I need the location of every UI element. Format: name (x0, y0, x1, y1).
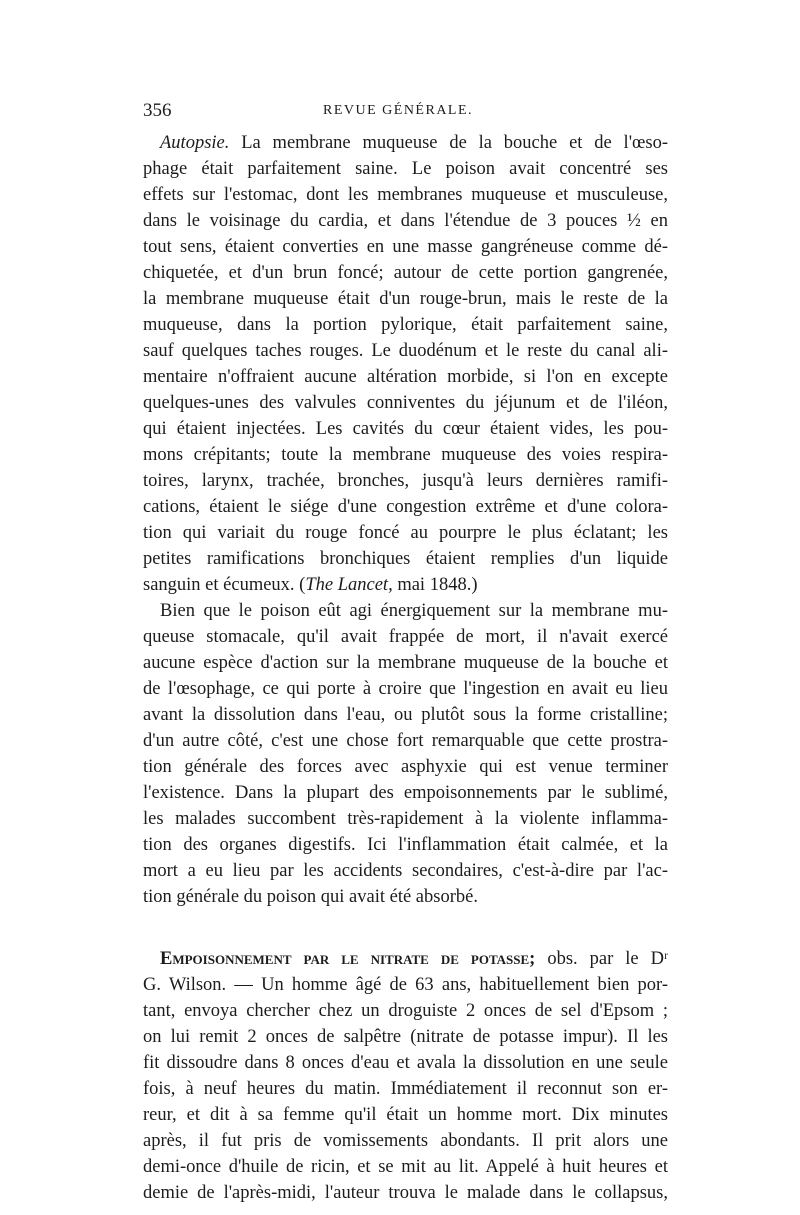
citation-title: The Lancet, (305, 575, 393, 595)
page-header (143, 100, 668, 126)
text-line: avant la dissolution dans l'eau, ou plutôt sous la forme cristalline; (143, 705, 668, 725)
text-line (160, 946, 668, 972)
text-line: la membrane muqueuse était d'un rouge-brun, mais le reste de la (143, 289, 668, 309)
text-line: mons crépitants; toute la membrane muqueuse des voies respira- (143, 445, 668, 465)
text-line: demi-once d'huile de ricin, et se mit au lit. Appelé à huit heures et (143, 1157, 668, 1177)
text-line: fit dissoudre dans 8 onces d'eau et avala la dissolution en une seule (143, 1053, 668, 1073)
text-line: qui étaient injectées. Les cavités du cœur étaient vides, les pou- (143, 419, 668, 439)
text-line: l'existence. Dans la plupart des empoisonnements par le sublimé, (143, 783, 668, 803)
line-text: sanguin et écumeux. ( (143, 575, 306, 595)
text-line: dans le voisinage du cardia, et dans l'étendue de 3 pouces ½ en (143, 211, 668, 231)
text-line: mentaire n'offraient aucune altération morbide, si l'on en excepte (143, 367, 668, 387)
line-text: obs. par le Dʳ (535, 949, 668, 969)
text-line: tion qui variait du rouge foncé au pourpre le plus éclatant; les (143, 523, 668, 543)
text-line: tout sens, étaient converties en une masse gangréneuse comme dé- (143, 237, 668, 257)
text-line: queuse stomacale, qu'il avait frappée de mort, il n'avait exercé (143, 627, 668, 647)
text-line: demie de l'après-midi, l'auteur trouva le malade dans le collapsus, (143, 1183, 668, 1203)
text-line: muqueuse, dans la portion pylorique, était parfaitement saine, (143, 315, 668, 335)
text-line: toires, larynx, trachée, bronches, jusqu'à leurs dernières ramifi- (143, 471, 668, 491)
text-line: fois, à neuf heures du matin. Immédiatement il reconnut son er- (143, 1079, 668, 1099)
text-line: tion générale des forces avec asphyxie qui est venue terminer (143, 757, 668, 777)
text-line: on lui remit 2 onces de salpêtre (nitrate de potasse impur). Il les (143, 1027, 668, 1047)
text-line: cations, étaient le siége d'une congestion extrême et d'une colora- (143, 497, 668, 517)
text-line: mort a eu lieu par les accidents secondaires, c'est-à-dire par l'ac- (143, 861, 668, 881)
text-line: reur, et dit à sa femme qu'il était un homme mort. Dix minutes (143, 1105, 668, 1125)
page-number: 356 (143, 100, 172, 121)
text-line: après, il fut pris de vomissements abondants. Il prit alors une (143, 1131, 668, 1151)
text-line: quelques-unes des valvules conniventes du jéjunum et de l'iléon, (143, 393, 668, 413)
text-line: sauf quelques taches rouges. Le duodénum et le reste du canal ali- (143, 341, 668, 361)
text-line: Bien que le poison eût agi énergiquement sur la membrane mu- (160, 601, 668, 621)
text-line (143, 572, 668, 598)
text-line: effets sur l'estomac, dont les membranes muqueuse et musculeuse, (143, 185, 668, 205)
section-label: Autopsie. (160, 133, 230, 153)
text-line: G. Wilson. — Un homme âgé de 63 ans, habituellement bien por- (143, 975, 668, 995)
text-line: phage était parfaitement saine. Le poison avait concentré ses (143, 159, 668, 179)
text-line (160, 130, 668, 156)
line-text: mai 1848.) (392, 575, 478, 595)
text-line: chiquetée, et d'un brun foncé; autour de cette portion gangrenée, (143, 263, 668, 283)
text-line: d'un autre côté, c'est une chose fort remarquable que cette prostra- (143, 731, 668, 751)
text-line: de l'œsophage, ce qui porte à croire que l'ingestion en avait eu lieu (143, 679, 668, 699)
running-title: REVUE GÉNÉRALE. (323, 103, 474, 118)
text-line: petites ramifications bronchiques étaient remplies d'un liquide (143, 549, 668, 569)
section-heading: Empoisonnement par le nitrate de potasse; (160, 949, 536, 969)
text-line: tion des organes digestifs. Ici l'inflammation était calmée, et la (143, 835, 668, 855)
text-line: aucune espèce d'action sur la membrane muqueuse de la bouche et (143, 653, 668, 673)
text-line: tant, envoya chercher chez un droguiste 2 onces de sel d'Epsom ; (143, 1001, 668, 1021)
text-line: les malades succombent très-rapidement à la violente inflamma- (143, 809, 668, 829)
text-line: tion générale du poison qui avait été absorbé. (143, 887, 478, 907)
line-text: La membrane muqueuse de la bouche et de l'œso- (229, 133, 668, 153)
